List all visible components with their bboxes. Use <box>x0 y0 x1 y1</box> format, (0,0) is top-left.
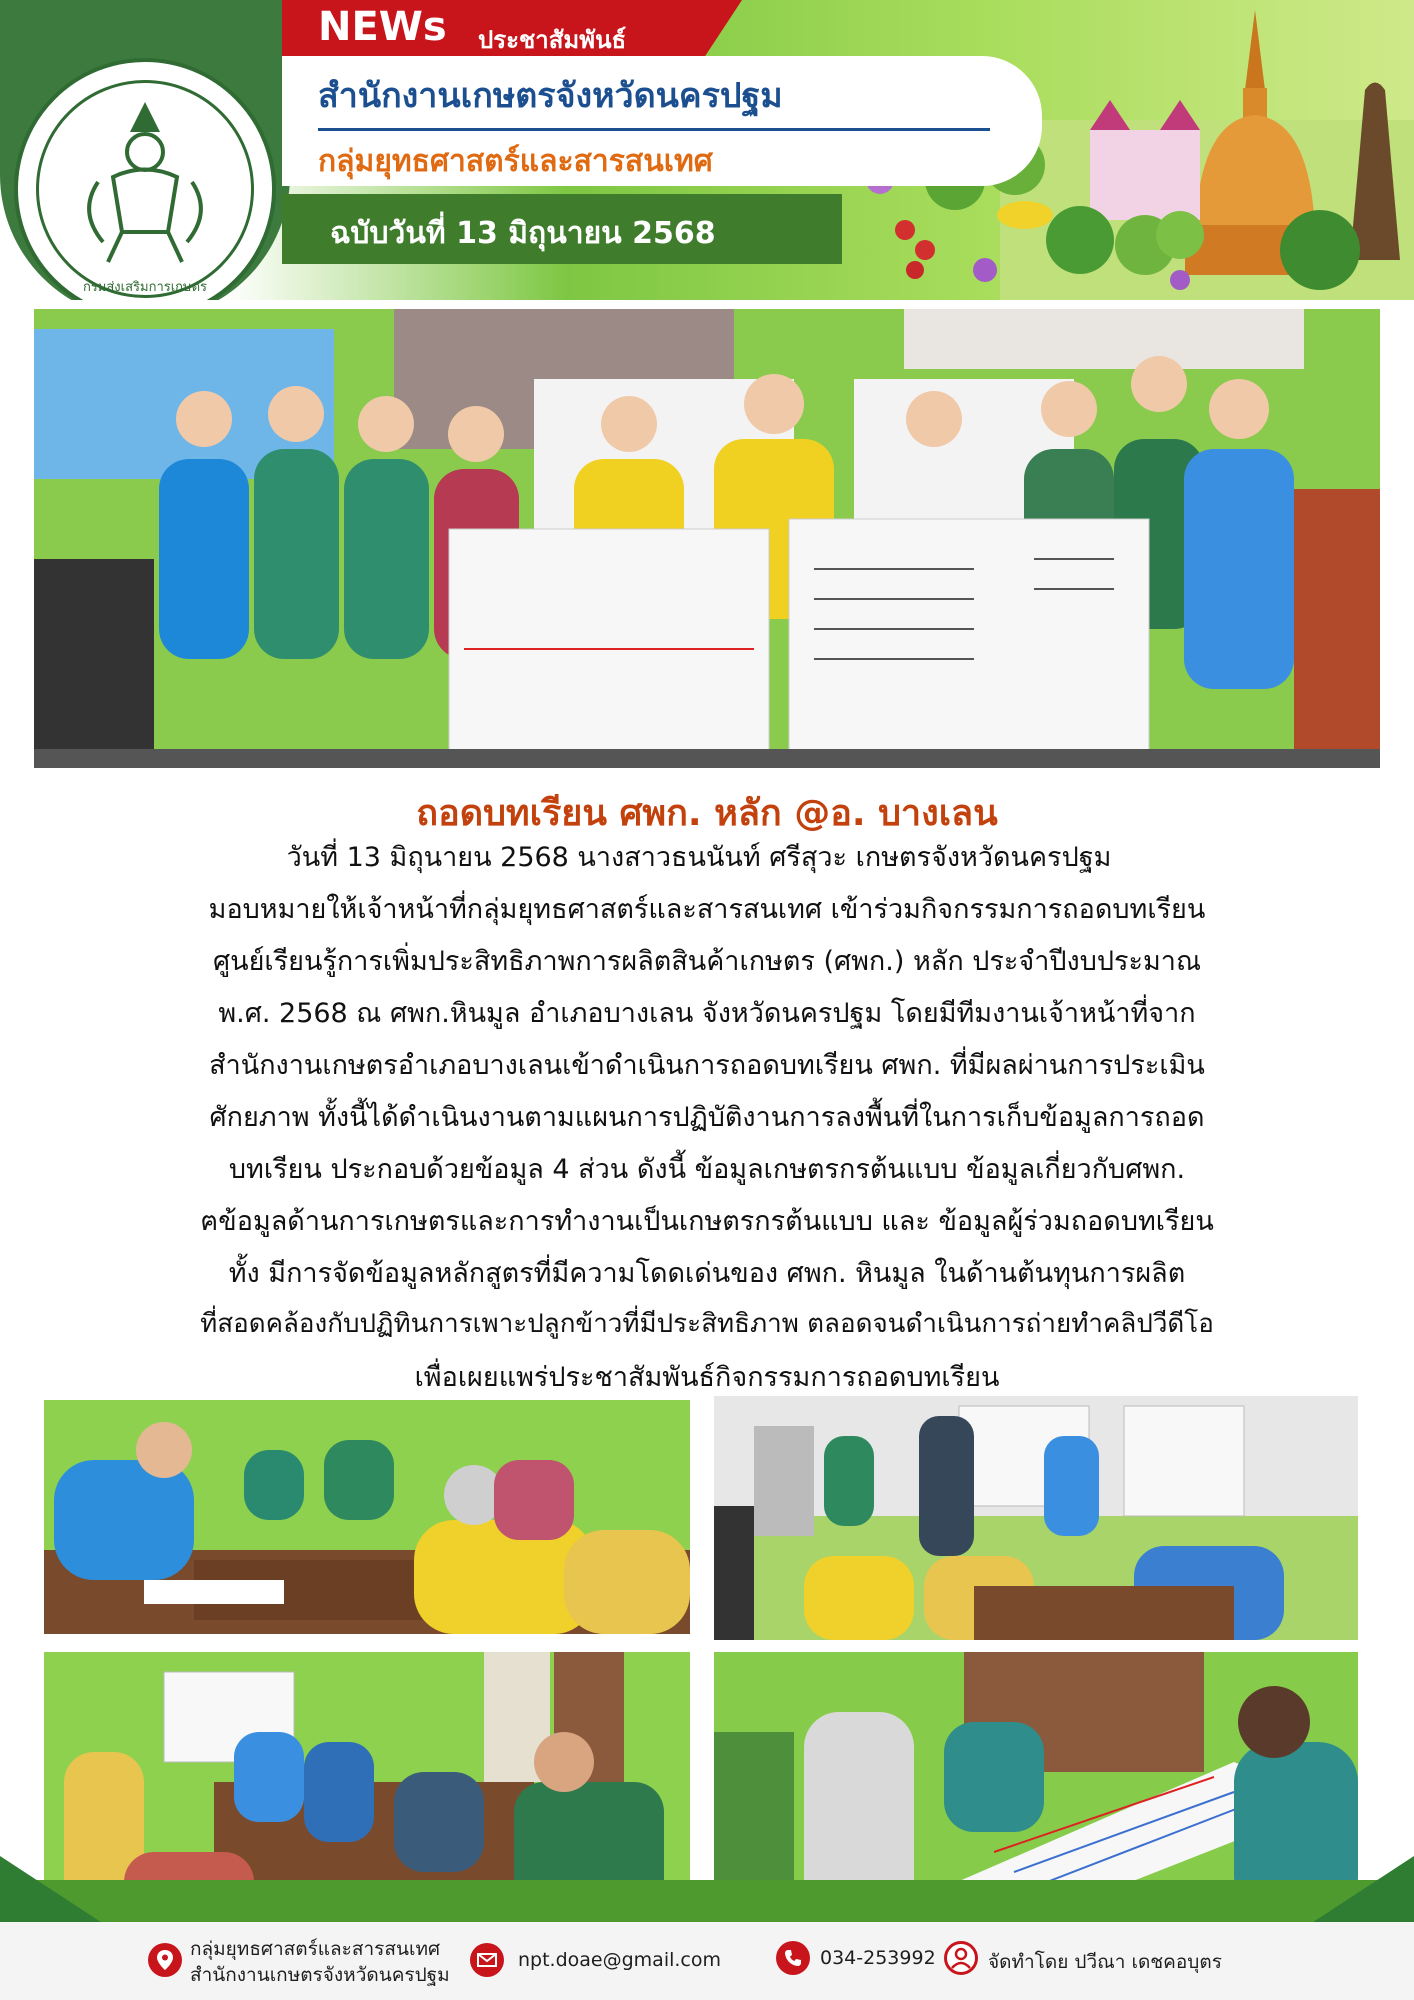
body-line-11: เพื่อเผยแพร่ประชาสัมพันธ์กิจกรรมการถอดบทเรียน <box>414 1362 1000 1393</box>
user-icon <box>944 1941 978 1975</box>
meeting-table-photo <box>44 1400 690 1634</box>
office-title: สำนักงานเกษตรจังหวัดนครปฐม <box>318 76 783 116</box>
body-line-3: ศูนย์เรียนรู้การเพิ่มประสิทธิภาพการผลิตสินค้าเกษตร (ศพก.) หลัก ประจำปีงบประมาณ <box>212 946 1201 977</box>
email-icon <box>470 1943 504 1977</box>
body-line-7: บทเรียน ประกอบด้วยข้อมูล 4 ส่วน ดังนี้ ข้อมูลเกษตรกรต้นแบบ ข้อมูลเกี่ยวกับศพก. <box>228 1154 1186 1185</box>
header-banner <box>0 0 1414 300</box>
body-line-9: ทั้ง มีการจัดข้อมูลหลักสูตรที่มีความโดดเด่นของ ศพก. หินมูล ในด้านต้นทุนการผลิต <box>228 1258 1186 1289</box>
news-label: NEWs <box>318 4 447 50</box>
whiteboard-meeting-photo <box>714 1396 1358 1640</box>
footer-email[interactable]: npt.doae@gmail.com <box>518 1949 721 1971</box>
seal-text: กรมส่งเสริมการเกษตร <box>82 280 208 295</box>
footer-phone[interactable]: 034-253992 <box>820 1947 936 1969</box>
body-line-10: ที่สอดคล้องกับปฏิทินการเพาะปลูกข้าวที่มีประสิทธิภาพ ตลอดจนดำเนินการถ่ายทำคลิปวีดีโอ <box>200 1309 1214 1339</box>
department-seal-icon <box>14 58 276 300</box>
news-sub-label: ประชาสัมพันธ์ <box>478 26 627 54</box>
title-divider <box>318 128 990 131</box>
body-line-4: พ.ศ. 2568 ณ ศพก.หินมูล อำเภอบางเลน จังหวัดนครปฐม โดยมีทีมงานเจ้าหน้าที่จาก <box>218 998 1196 1029</box>
main-group-photo <box>34 309 1380 768</box>
location-pin-icon <box>148 1943 182 1977</box>
body-line-2: มอบหมายให้เจ้าหน้าที่กลุ่มยุทธศาสตร์และสารสนเทศ เข้าร่วมกิจกรรมการถอดบทเรียน <box>208 894 1206 925</box>
body-line-6: ศักยภาพ ทั้งนี้ได้ดำเนินงานตามแผนการปฏิบัติงานการลงพื้นที่ในการเก็บข้อมูลการถอด <box>209 1102 1205 1133</box>
meeting-room-photo <box>44 1652 690 1914</box>
footer-author: จัดทำโดย ปวีณา เดชคอบุตร <box>988 1951 1222 1973</box>
poster-writing-photo <box>714 1652 1358 1916</box>
article-headline: ถอดบทเรียน ศพก. หลัก @อ. บางเลน <box>416 793 998 834</box>
footer-address-line1: กลุ่มยุทธศาสตร์และสารสนเทศ <box>190 1938 441 1960</box>
body-line-5: สำนักงานเกษตรอำเภอบางเลนเข้าดำเนินการถอดบทเรียน ศพก. ที่มีผลผ่านการประเมิน <box>209 1050 1205 1081</box>
body-line-1: วันที่ 13 มิถุนายน 2568 นางสาวธนนันท์ ศรีสุวะ เกษตรจังหวัดนครปฐม <box>286 842 1112 873</box>
issue-date: ฉบับวันที่ 13 มิถุนายน 2568 <box>330 216 716 251</box>
body-line-8: ฅข้อมูลด้านการเกษตรและการทำงานเป็นเกษตรกรต้นแบบ และ ข้อมูลผู้ร่วมถอดบทเรียน <box>200 1206 1214 1237</box>
footer-address-line2: สำนักงานเกษตรจังหวัดนครปฐม <box>190 1964 450 1986</box>
group-title: กลุ่มยุทธศาสตร์และสารสนเทศ <box>318 144 713 179</box>
phone-icon <box>776 1941 810 1975</box>
